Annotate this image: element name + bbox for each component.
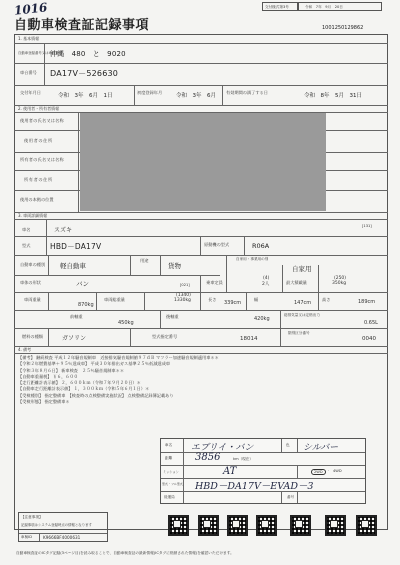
displacement-label: 総排気量又は定格出力 <box>284 313 320 317</box>
engine-label: 原動機の型式 <box>204 242 230 247</box>
owner-address-label: 所有者の住所 <box>24 177 53 182</box>
qr-code <box>256 515 277 536</box>
chassis-value: DA17V－526630 <box>50 69 119 78</box>
shape-value: バン <box>76 280 89 288</box>
redaction-block <box>80 113 326 211</box>
rear-axle-value: 420kg <box>254 316 270 322</box>
gross-label: 車両総重量 <box>104 297 125 302</box>
qr-code <box>290 515 311 536</box>
maker-label: 車名 <box>22 227 31 232</box>
front-axle-value: 450kg <box>118 320 134 326</box>
sticker-car-label: 車名 <box>165 443 173 447</box>
sticker-mission-value: AT <box>223 466 237 477</box>
footer-text: 自動車検査証のICタグ記録(3ページ目)を読み取ることで、自動車検査証の最新情報(ICタグに格納された情報)を確認いただけます。 <box>16 551 234 555</box>
notes-block <box>18 355 384 405</box>
handwritten-number: 1016 <box>13 0 49 18</box>
expiry-value: 令和 8年 5月 31日 <box>304 93 362 99</box>
purpose-value: 自家用 <box>292 265 312 273</box>
document-title: 自動車検査証記録事項 <box>14 18 150 33</box>
note-line: 【受検形態】 指定整備車＊ <box>18 399 70 405</box>
caution-title: 【注意事項】 <box>21 515 43 519</box>
class-num-value: 0040 <box>362 336 376 342</box>
reg-label: 自動車登録番号又は車両番号 <box>18 51 63 55</box>
vehicle-id-label: 車検ID <box>21 535 33 539</box>
vehicle-id-value: K9666BF4000631 <box>43 535 81 540</box>
note-line: 【自動車走行距離計表示値】 １，３００ｋｍ（令和５年６月１日）＊ <box>18 386 150 392</box>
first-reg-value: 令和 3年 6月 <box>176 93 216 99</box>
qr-code <box>168 515 189 536</box>
sticker-mileage-label: 距離 <box>165 456 173 460</box>
qr-code <box>198 515 219 536</box>
sticker-mileage-unit: km（現在） <box>233 457 253 461</box>
form-code: 交付様式第3号 <box>262 2 298 11</box>
issue-date-box: 令和 7年 9月 20日 <box>298 2 382 11</box>
qr-code <box>356 515 377 536</box>
sticker-full-model-label: 型式・フル型式 <box>162 482 183 486</box>
kind-label: 自動車の種別 <box>20 262 46 267</box>
section-notes: 4. 備考 <box>18 347 32 352</box>
weight-value: 870kg <box>78 302 94 308</box>
note-line: 【自動車重量税】 ￥６，６００ <box>18 373 78 379</box>
fuel-value: ガソリン <box>62 335 87 342</box>
sticker-car-value: エブリイ・バン <box>191 443 254 453</box>
section-vehicle: 3. 車両詳細情報 <box>18 213 48 218</box>
capacity-label: 乗車定員 <box>206 280 223 285</box>
base-location-label: 使用の本拠の位置 <box>20 197 54 202</box>
length-label: 長さ <box>208 297 217 302</box>
drive-separator: · <box>328 469 330 473</box>
model-value: HBD－DA17V <box>50 242 102 251</box>
engine-value: R06A <box>252 242 270 250</box>
user-address-label: 使用者の住所 <box>24 138 53 143</box>
width-value: 147cm <box>294 300 312 306</box>
length-value: 339cm <box>224 300 242 306</box>
gross-value: (1340) 1330kg <box>174 293 191 303</box>
qr-code <box>227 515 248 536</box>
kind-value: 軽自動車 <box>60 262 86 270</box>
sticker-office-label: 陸運局 <box>164 495 175 499</box>
sticker-mission-label: ミッション <box>163 470 179 474</box>
user-name-label: 使用者の氏名又は名称 <box>20 118 64 123</box>
purpose-label: 自家用・事業用の別 <box>236 257 269 261</box>
first-reg-label: 初度登録年月 <box>137 90 163 95</box>
maxload-value: (250) 350kg <box>332 276 347 286</box>
chassis-label: 車台番号 <box>20 70 37 75</box>
height-label: 高さ <box>322 297 331 302</box>
caution-box <box>18 512 108 542</box>
type-num-value: 18014 <box>240 336 258 342</box>
front-axle-label: 前軸重 <box>70 314 83 319</box>
note-line: 【受検種別】 指定整備車 【検査時の点検整備実施状況】 点検整備記録簿記載あり <box>18 392 174 398</box>
note-line: 【備考】 継続検査 平成１２年騒音規制車 近接排気騒音規制値９７ｄＢ マフラー加速騒音規制適用車＊＊ <box>18 355 219 360</box>
section-owner: 2. 使用者・所有者情報 <box>18 106 60 111</box>
maker-value: スズキ <box>54 227 73 234</box>
handwritten-sticker <box>160 438 366 504</box>
note-line: 【令和２年燃費基準＋９５％達成車】 平成３０年排出ガス基準２５％低減達成車 <box>18 361 171 367</box>
sticker-full-model-value: HBD－DA17V－EVAD－3 <box>195 481 314 492</box>
maker-code: [131] <box>362 224 372 228</box>
reg-value: 沖縄 480 と 9020 <box>50 50 126 58</box>
drive-2wd: 2WD <box>311 469 326 475</box>
sticker-color-value: シルバー <box>303 443 339 453</box>
issue-value: 令和 3年 6月 1日 <box>58 93 113 99</box>
issue-label: 交付年月日 <box>20 90 41 95</box>
note-line: 【走行距離計表示値】 ２，６００ｋｍ（令和７年９月２０日）＊ <box>18 380 141 386</box>
weight-label: 車両重量 <box>24 297 41 302</box>
section-basic: 1. 基本情報 <box>18 36 40 41</box>
expiry-label: 有効期間の満了する日 <box>226 90 268 95</box>
class-num-label: 類別区分番号 <box>288 331 310 335</box>
sticker-color-label: 色 <box>286 443 290 447</box>
type-num-label: 型式指定番号 <box>152 334 178 339</box>
displacement-value: 0.65L <box>364 320 378 326</box>
sticker-number-label: 番号 <box>287 495 295 499</box>
shape-code: [021] <box>180 283 190 287</box>
use-value: 貨物 <box>168 262 181 270</box>
fuel-label: 燃料の種類 <box>22 334 43 339</box>
rear-axle-label: 後軸重 <box>166 314 179 319</box>
note-line: 【令和３年８月６日】 新車検査 ２５％騒音規制車＊＊ <box>18 367 125 373</box>
caution-text: 記録事項はシステム登録時点の情報となります <box>21 523 92 527</box>
maxload-label: 最大積載量 <box>286 280 307 285</box>
qr-code <box>325 515 346 536</box>
width-label: 幅 <box>254 297 259 302</box>
use-label: 用途 <box>140 258 149 263</box>
owner-name-label: 所有者の氏名又は名称 <box>20 157 64 162</box>
drive-4wd: 4WD <box>333 469 342 473</box>
height-value: 189cm <box>358 299 376 305</box>
sticker-mileage-value: 3856 <box>195 452 221 463</box>
model-label: 型式 <box>22 243 31 248</box>
shape-label: 車体の形状 <box>20 280 41 285</box>
doc-number: 1001250129862 <box>322 25 364 31</box>
capacity-value: (4) 2人 <box>262 276 270 287</box>
